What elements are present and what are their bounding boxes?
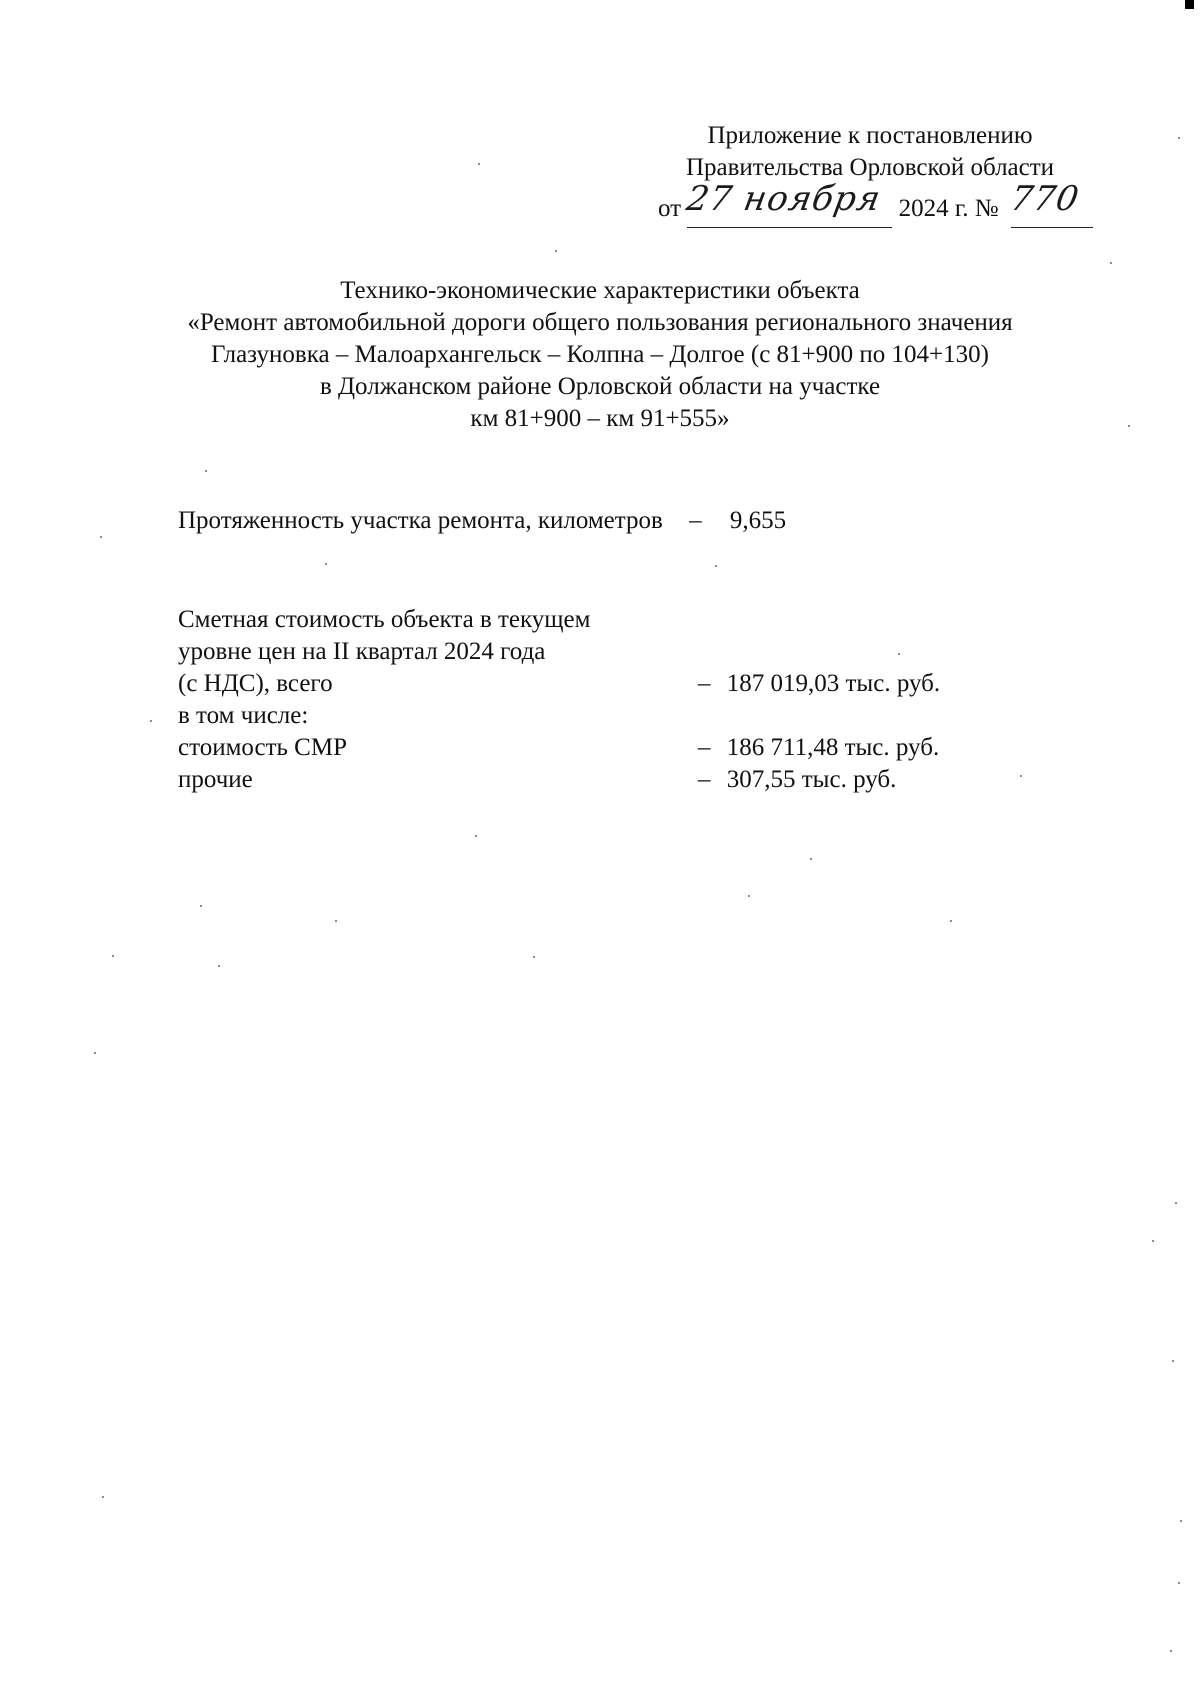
number-underline <box>1007 179 1093 228</box>
scan-speck <box>748 895 750 897</box>
scan-speck <box>150 720 152 722</box>
cost-other-label: прочие <box>178 766 253 793</box>
scan-speck <box>102 1496 104 1498</box>
title-line-1: Технико-экономические характеристики объекта <box>340 277 860 304</box>
title-line-4: в Должанском районе Орловской области на участке <box>319 373 881 400</box>
date-year: 2024 г. № <box>898 195 999 222</box>
scan-speck <box>533 956 535 958</box>
scan-speck <box>478 163 480 165</box>
scan-speck <box>1152 1240 1154 1242</box>
length-value: 9,655 <box>729 507 787 534</box>
scan-speck <box>715 565 717 567</box>
cost-label-line-3: (с НДС), всего <box>178 670 333 697</box>
scan-speck <box>1110 262 1112 264</box>
cost-other-value: 307,55 тыс. руб. <box>726 766 897 793</box>
scan-speck <box>555 250 557 252</box>
scan-speck <box>898 653 900 655</box>
approval-stamp-block <box>600 120 1140 220</box>
scan-speck <box>475 835 477 837</box>
cost-other-value-cell <box>698 764 896 795</box>
length-row <box>178 505 786 536</box>
handwritten-date: 27 ноября <box>683 179 885 219</box>
cost-section <box>178 604 1078 796</box>
cost-smr-value: 186 711,48 тыс. руб. <box>726 734 940 761</box>
scan-speck <box>325 563 327 565</box>
scan-speck <box>810 858 812 860</box>
date-underline <box>683 179 892 228</box>
scan-corner-mark <box>1185 0 1194 9</box>
scan-speck <box>335 920 337 922</box>
scan-speck <box>1128 425 1130 427</box>
scan-speck <box>1170 1650 1172 1652</box>
cost-label-row-2 <box>178 636 1078 668</box>
cost-smr-value-cell <box>698 732 939 763</box>
approval-line-1: Приложение к постановлению <box>707 122 1033 149</box>
handwritten-number: 770 <box>1007 179 1083 219</box>
scan-speck <box>1175 1202 1177 1204</box>
cost-other-dash: – <box>698 766 711 793</box>
scan-speck <box>1172 1360 1174 1362</box>
cost-label-line-1: Сметная стоимость объекта в текущем <box>178 606 591 633</box>
title-line-2: «Ремонт автомобильной дороги общего пользования регионального значения <box>187 309 1013 336</box>
cost-total-dash: – <box>698 670 711 697</box>
title-line-3: Глазуновка – Малоархангельск – Колпна – Долгое (с 81+900 по 104+130) <box>211 341 989 368</box>
length-dash: – <box>689 507 702 534</box>
cost-label-row-1 <box>178 604 1078 636</box>
cost-other-row <box>178 764 1078 796</box>
cost-smr-label: стоимость СМР <box>178 734 347 761</box>
scan-speck <box>94 1052 96 1054</box>
cost-including-label: в том числе: <box>178 702 309 729</box>
scan-speck <box>100 536 102 538</box>
approval-line-2: Правительства Орловской области <box>685 154 1055 181</box>
document-title <box>140 275 1060 435</box>
cost-smr-row <box>178 732 1078 764</box>
scan-speck <box>1180 1520 1182 1522</box>
date-prefix: от <box>658 195 682 222</box>
scan-speck <box>112 955 114 957</box>
cost-total-value-cell <box>698 668 940 699</box>
cost-total-value: 187 019,03 тыс. руб. <box>726 670 941 697</box>
approval-date-line <box>600 179 1140 222</box>
scan-speck <box>200 905 202 907</box>
title-line-5: км 81+900 – км 91+555» <box>470 405 730 432</box>
scan-speck <box>1178 1582 1180 1584</box>
cost-smr-dash: – <box>698 734 711 761</box>
scan-speck <box>1178 137 1180 139</box>
scan-speck <box>218 965 220 967</box>
cost-including-row <box>178 700 1078 732</box>
scan-speck <box>205 470 207 472</box>
length-label: Протяженность участка ремонта, километров <box>178 507 663 534</box>
scan-speck <box>1020 775 1022 777</box>
cost-label-line-2: уровне цен на II квартал 2024 года <box>178 638 546 665</box>
scan-speck <box>950 920 952 922</box>
cost-total-row <box>178 668 1078 700</box>
